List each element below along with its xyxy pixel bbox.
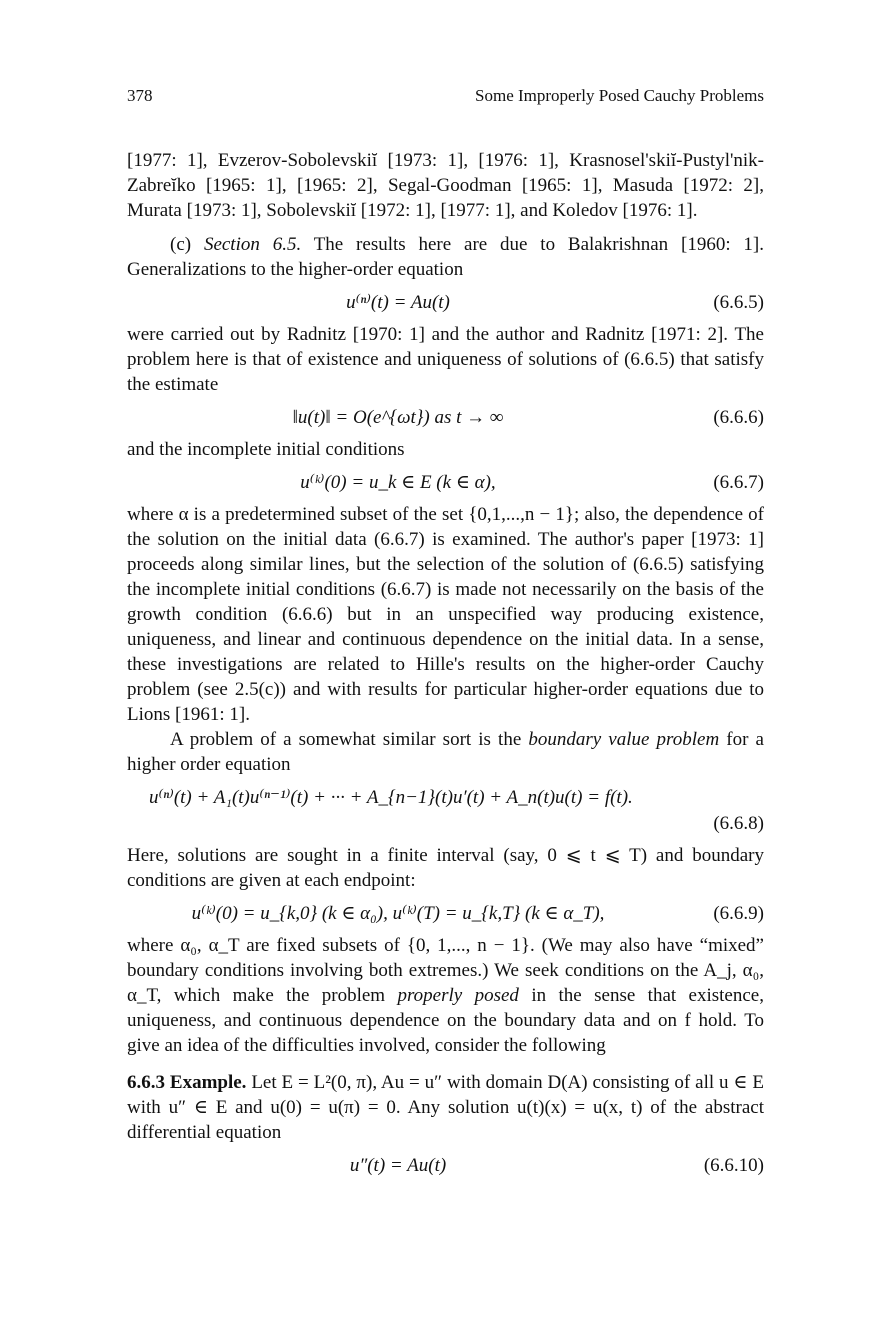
emphasis: properly posed bbox=[397, 985, 519, 1006]
paragraph-text: A problem of a somewhat similar sort is the bbox=[170, 729, 529, 750]
equation-body: u⁽ⁿ⁾(t) + A₁(t)u⁽ⁿ⁻¹⁾(t) + ··· + A_{n−1}(t)u′(t) + A_n(t)u(t) = f(t). bbox=[149, 787, 633, 808]
equation-6-6-9 bbox=[127, 898, 764, 928]
equation-body: u⁽ᵏ⁾(0) = u_{k,0} (k ∈ α₀), u⁽ᵏ⁾(T) = u_{k,T} (k ∈ α_T), bbox=[191, 903, 605, 924]
equation-6-6-8 bbox=[127, 782, 764, 838]
paragraph-section-6-5 bbox=[127, 232, 764, 282]
section-ref: Section 6.5. bbox=[203, 234, 302, 255]
page-number: 378 bbox=[127, 86, 153, 105]
body-text bbox=[127, 148, 764, 1185]
equation-body: u⁽ⁿ⁾(t) = Au(t) bbox=[346, 292, 450, 313]
paragraph-references: [1977: 1], Evzerov-Sobolevskiĭ [1973: 1], [1976: 1], Krasnosel'skiĭ-Pustyl'nik-Zabreĭko [1965: 1], [1965: 2], Segal-Goodman [1965: 1], Masuda [1972: 2], Murata [1973: 1], Sobolevskiĭ [1972: 1], [1977: 1], and Koledov [1976: 1]. bbox=[127, 150, 764, 221]
equation-number: (6.6.10) bbox=[703, 1155, 764, 1176]
example-6-6-3 bbox=[127, 1070, 764, 1145]
equation-number: (6.6.6) bbox=[713, 407, 764, 428]
running-title: Some Improperly Posed Cauchy Problems bbox=[475, 86, 764, 105]
paragraph-subset: where α is a predetermined subset of the set {0,1,...,n − 1}; also, the dependence of the solution on the initial data (6.6.7) is examined. The author's paper [1973: 1] proceeds along similar lines, but the selection of the solution of (6.6.5) satisfying the incomplete initial conditions (6.6.7) is made not necessarily on the basis of the growth condition (6.6.6) but in an unspecified way producing existence, uniqueness, and linear and continuous dependence on the initial data. In a sense, these investigations are related to Hille's results on the higher-order Cauchy problem (see 2.5(c)) and with results for particular higher-order equations due to Lions [1961: 1]. bbox=[127, 504, 764, 725]
paragraph-radnitz: were carried out by Radnitz [1970: 1] and the author and Radnitz [1971: 2]. The problem here is that of existence and uniqueness of solutions of (6.6.5) that satisfy the estimate bbox=[127, 324, 764, 395]
paragraph-text: The results here are due to Balakrishnan [1960: 1]. Generalizations to the higher-order equation bbox=[127, 234, 765, 280]
equation-6-6-10 bbox=[127, 1150, 764, 1180]
equation-body: u″(t) = Au(t) bbox=[349, 1155, 447, 1176]
equation-number: (6.6.9) bbox=[713, 903, 764, 924]
example-label: 6.6.3 Example. bbox=[127, 1072, 247, 1093]
equation-body: ‖u(t)‖ = O(e^{ωt}) as t → ∞ bbox=[292, 407, 504, 428]
paragraph-finite-interval: Here, solutions are sought in a finite interval (say, 0 ⩽ t ⩽ T) and boundary conditions are given at each endpoint: bbox=[127, 845, 764, 891]
paragraph-properly-posed bbox=[127, 933, 764, 1058]
equation-body: u⁽ᵏ⁾(0) = u_k ∈ E (k ∈ α), bbox=[300, 472, 496, 493]
paragraph-boundary-value bbox=[127, 727, 764, 777]
note-label: (c) bbox=[170, 234, 192, 255]
paragraph-text: Let E = L²(0, π), Au = u″ with domain D(A) consisting of all u ∈ E with u″ ∈ E and u(0) = u(π) = 0. Any solution u(t)(x) = u(x, t) of the abstract differential equation bbox=[127, 1072, 764, 1143]
equation-number: (6.6.7) bbox=[713, 472, 764, 493]
equation-number: (6.6.5) bbox=[713, 292, 764, 313]
equation-6-6-7 bbox=[127, 467, 764, 497]
equation-6-6-6 bbox=[127, 402, 764, 432]
paragraph-text: for a higher order equation bbox=[127, 729, 764, 775]
emphasis: boundary value problem bbox=[528, 729, 720, 750]
paragraph-initial-conditions: and the incomplete initial conditions bbox=[127, 439, 405, 460]
paragraph-text: where α₀, α_T are fixed subsets of {0, 1,..., n − 1}. (We may also have “mixed” boundary conditions involving both extremes.) We seek conditions on the A_j, α₀, α_T, which make the problem bbox=[127, 935, 764, 1006]
running-header bbox=[127, 86, 764, 110]
equation-number: (6.6.8) bbox=[713, 813, 764, 834]
equation-6-6-5 bbox=[127, 287, 764, 317]
paragraph-text: in the sense that existence, uniqueness, and continuous dependence on the boundary data and on f hold. To give an idea of the difficulties involved, consider the following bbox=[127, 985, 764, 1056]
